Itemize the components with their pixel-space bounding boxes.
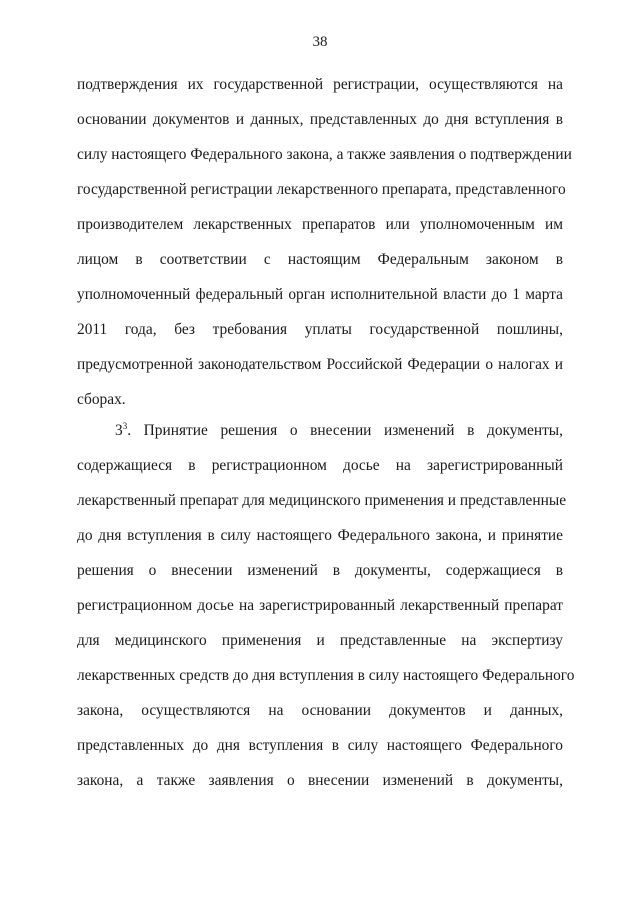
paragraph-continued: [77, 67, 572, 417]
paragraph-number: 3: [115, 422, 123, 439]
text-line: государственной регистрации лекарственного препарата, представленного: [77, 181, 566, 198]
text-line: содержащиеся в регистрационном досье на зарегистрированный: [77, 457, 563, 474]
text-fragment: . Принятие решения о внесении изменений в документы,: [127, 422, 563, 439]
text-line: уполномоченный федеральный орган исполнительной власти до 1 марта: [77, 286, 563, 303]
text-line: закона, осуществляются на основании документов и данных,: [77, 702, 563, 719]
text-line: производителем лекарственных препаратов или уполномоченным им: [77, 216, 563, 233]
paragraph-first-line: [77, 413, 563, 448]
paragraph-3-3: [77, 413, 575, 798]
text-line: предусмотренной законодательством Российской Федерации о налогах и: [77, 356, 563, 373]
page-number: 38: [312, 34, 328, 50]
text-line: для медицинского применения и представленные на экспертизу: [77, 632, 563, 649]
text-line: 2011 года, без требования уплаты государственной пошлины,: [77, 321, 563, 338]
text-line: решения о внесении изменений в документы, содержащиеся в: [77, 562, 563, 579]
text-line: закона, а также заявления о внесении изменений в документы,: [77, 772, 563, 789]
text-line: лекарственный препарат для медицинского применения и представленные: [77, 492, 567, 509]
text-line: сборах.: [77, 391, 126, 408]
paragraph-number-superscript: 3: [122, 421, 128, 431]
text-line: силу настоящего Федерального закона, а также заявления о подтверждении: [77, 146, 572, 163]
text-line: представленных до дня вступления в силу настоящего Федерального: [77, 737, 563, 754]
text-line: регистрационном досье на зарегистрированный лекарственный препарат: [77, 597, 563, 614]
text-line: подтверждения их государственной регистрации, осуществляются на: [77, 76, 563, 93]
text-line: лекарственных средств до дня вступления в силу настоящего Федерального: [77, 667, 575, 684]
text-line: лицом в соответствии с настоящим Федеральным законом в: [77, 251, 563, 268]
text-line: до дня вступления в силу настоящего Федерального закона, и принятие: [77, 527, 563, 544]
text-line: основании документов и данных, представленных до дня вступления в: [77, 111, 563, 128]
